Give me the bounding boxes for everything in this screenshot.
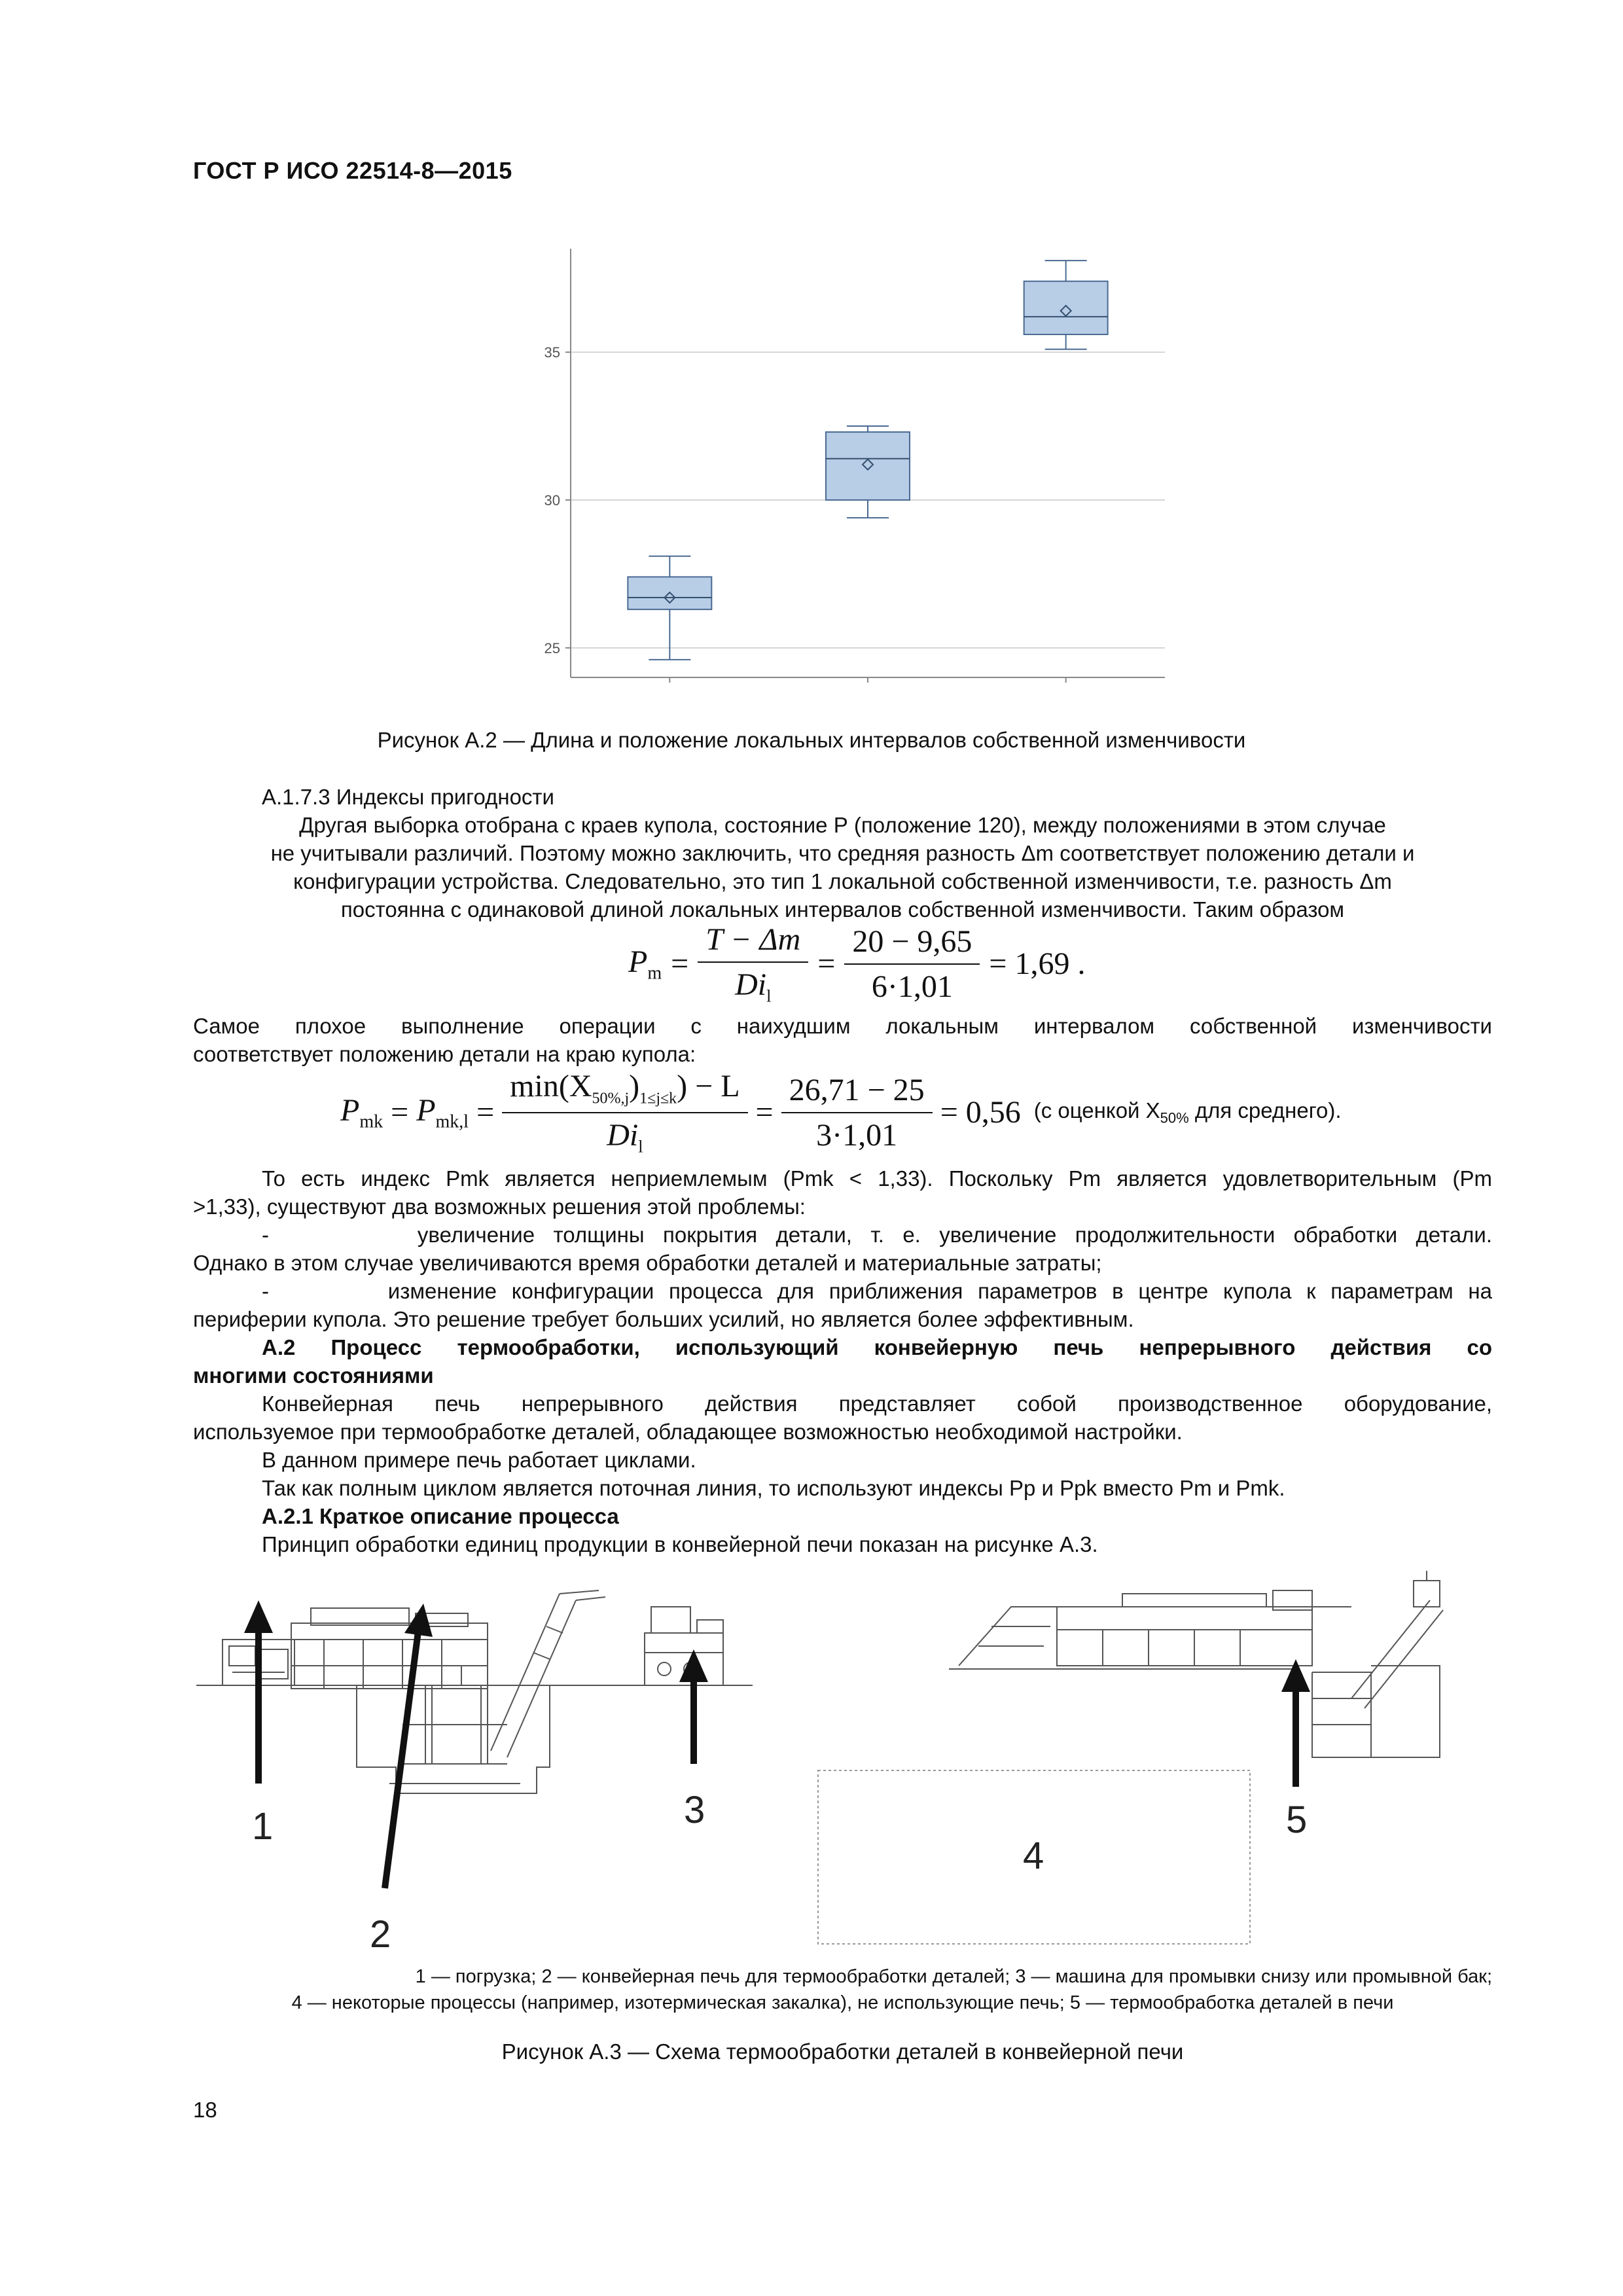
- quench-tank: [357, 1685, 550, 1793]
- chart-boxes: [628, 260, 1107, 660]
- box-3: [1024, 260, 1108, 350]
- label-2: 2: [370, 1913, 391, 1954]
- formula2-lhs1: P: [340, 1092, 360, 1128]
- section-a2-heading-line2: многими состояниями: [193, 1363, 434, 1388]
- section-a173-heading: А.1.7.3 Индексы пригодности: [262, 785, 554, 809]
- para3-line2: >1,33), существуют два возможных решения этой проблемы:: [193, 1194, 806, 1219]
- formula2-note-b: для среднего).: [1188, 1098, 1342, 1122]
- y-tick-label-35: 35: [544, 344, 560, 361]
- label-3: 3: [684, 1789, 705, 1831]
- figure-a2-chart: [510, 242, 1171, 687]
- box-body: [1024, 281, 1108, 334]
- para1-line3: конфигурации устройства. Следовательно, это тип 1 локальной собственной изменчивости, т.е. разность Δm: [293, 869, 1392, 893]
- para2-line2: соответствует положению детали на краю купола:: [193, 1042, 696, 1066]
- label-5: 5: [1286, 1799, 1308, 1841]
- formula2-den2: 3·1,01: [816, 1117, 898, 1153]
- formula2-num1-sub2: 1≤j≤k: [639, 1090, 677, 1107]
- bullet2-line2: периферии купола. Это решение требует больших усилий, но является более эффективным.: [193, 1307, 1134, 1331]
- formula1-num1: T − Δm: [705, 922, 801, 957]
- formula2-note-a: (с оценкой X: [1033, 1098, 1160, 1122]
- para3-line1: То есть индекс Pmk является неприемлемым (Pmk < 1,33). Поскольку Pm является удовлетворительным (Pm: [262, 1166, 1492, 1191]
- a2-para4: Принцип обработки единиц продукции в конвейерной печи показан на рисунке А.3.: [262, 1532, 1098, 1556]
- arrow-3-head: [679, 1649, 708, 1682]
- formula2-note-sub: 50%: [1160, 1109, 1189, 1126]
- arrows: [244, 1600, 1310, 1888]
- formula2-num1-tail: ) − L: [677, 1069, 740, 1103]
- figure-a2-caption: Рисунок А.2 — Длина и положение локальных интервалов собственной изменчивости: [377, 728, 1246, 752]
- bullet2-line1: - изменение конфигурации процесса для приближения параметров в центре купола к параметрам на: [262, 1279, 1492, 1303]
- para2-line1: Самое плохое выполнение операции с наихудшим локальным интервалом собственной изменчивости: [193, 1014, 1492, 1038]
- section-a2-heading-line1: А.2 Процесс термообработки, использующий конвейерную печь непрерывного действия со: [262, 1335, 1492, 1359]
- bullet1-line1: - увеличение толщины покрытия детали, т. е. увеличение продолжительности обработки детали.: [262, 1223, 1492, 1247]
- a2-para3: Так как полным циклом является поточная линия, то используют индексы Pp и Ppk вместо Pm и Pmk.: [262, 1476, 1285, 1500]
- page-number: 18: [193, 2098, 217, 2122]
- formula2-result: = 0,56: [940, 1095, 1021, 1130]
- box-body: [826, 432, 910, 500]
- y-tick-label-25: 25: [544, 639, 560, 656]
- a2-para1-line1: Конвейерная печь непрерывного действия представляет собой производственное оборудование,: [262, 1391, 1492, 1416]
- label-1: 1: [252, 1805, 274, 1848]
- arrow-5-head: [1281, 1659, 1310, 1692]
- para1-line4: постоянна с одинаковой длиной локальных интервалов собственной изменчивости. Таким образом: [340, 897, 1345, 922]
- figure-a3-legend-line1: 1 — погрузка; 2 — конвейерная печь для термообработки деталей; 3 — машина для промывки снизу или промывной бак;: [415, 1966, 1492, 1987]
- figure-a3-caption: Рисунок А.3 — Схема термообработки деталей в конвейерной печи: [501, 2039, 1184, 2064]
- formula1-lhs: P: [628, 944, 648, 979]
- formula2-frac2: [781, 1072, 933, 1153]
- formula2-lhs2-sub: mk,l: [435, 1111, 469, 1132]
- formula2-den1-sub: l: [638, 1137, 643, 1157]
- arrow-1-head: [244, 1600, 273, 1633]
- inclined-conveyor: [491, 1590, 605, 1757]
- formula2-num1-sub: 50%,j: [592, 1090, 630, 1107]
- a2-1-heading: А.2.1 Краткое описание процесса: [262, 1504, 619, 1528]
- formula1-num2: 20 − 9,65: [844, 924, 980, 965]
- formula-pmk: $P_{mk}$ = $P_{mk,l}$ = $\frac{\min(X_{50\%,j})_{1\le j\le k}) - L}{Di_l}$ = $\frac{26,71 - 25}{3\cdot 1,01}$ = 0,56 (с оценкой $X_{50\%}$ для среднего).: [340, 1069, 1342, 1157]
- formula1-result: = 1,69 .: [989, 946, 1086, 982]
- formula2-lhs1-sub: mk: [359, 1111, 383, 1132]
- formula2-frac1: $\frac{\min(X_{50\%,j})_{1\le j\le k}) - L}{Di_l}$: [502, 1068, 747, 1157]
- a2-para2: В данном примере печь работает циклами.: [262, 1448, 696, 1472]
- box-2: [826, 426, 910, 518]
- formula2-den1: Di: [607, 1117, 639, 1153]
- formula1-lhs-sub: m: [647, 963, 662, 984]
- label-4: 4: [1023, 1835, 1044, 1877]
- a2-para1-line2: используемое при термообработке деталей, обладающее возможностью необходимой настройки.: [193, 1420, 1183, 1444]
- bullet1-line2: Однако в этом случае увеличиваются время обработки деталей и материальные затраты;: [193, 1251, 1102, 1275]
- formula1-den2: 6·1,01: [871, 969, 953, 1004]
- conveyor-furnace: [291, 1608, 488, 1689]
- para1-line2: не учитывали различий. Поэтому можно заключить, что средняя разность Δm соответствует положению детали и: [270, 841, 1415, 865]
- para1-line1: Другая выборка отобрана с краев купола, состояние Р (положение 120), между положениями в этом случае: [299, 813, 1386, 837]
- formula1-den1: Di: [735, 967, 767, 1002]
- formula2-note: [1034, 1098, 1342, 1127]
- formula1-frac2: [844, 924, 980, 1005]
- y-tick-label-30: 30: [544, 492, 560, 509]
- figure-a3-schematic: [193, 1568, 1492, 1954]
- right-furnace-line: [949, 1571, 1443, 1757]
- formula2-num1: min(X: [510, 1069, 592, 1103]
- formula-pm: $P_m$ = $\frac{T - \Delta m}{Di_l}$ = $\frac{20 - 9,65}{6\cdot 1,01}$ = 1,69 .: [628, 922, 1086, 1006]
- formula2-lhs2: P: [416, 1092, 436, 1128]
- figure-a3-legend-line2: 4 — некоторые процессы (например, изотермическая закалка), не использующие печь; 5 — термообработка деталей в печи: [291, 1992, 1394, 2013]
- box-1: [628, 556, 711, 660]
- formula1-den1-sub: l: [766, 986, 772, 1006]
- formula2-num2: 26,71 − 25: [781, 1072, 933, 1113]
- document-code: ГОСТ Р ИСО 22514-8—2015: [193, 157, 512, 184]
- formula1-frac1: [698, 922, 808, 1007]
